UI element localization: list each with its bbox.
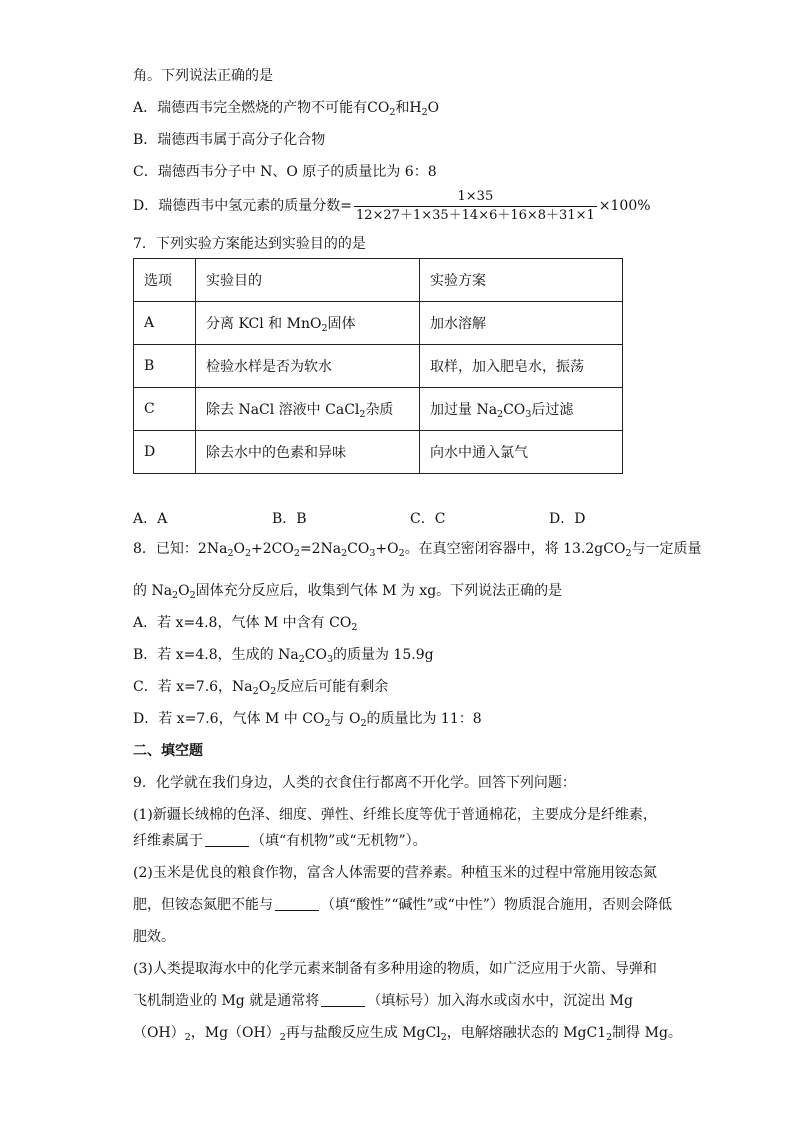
q9-stem: 9．化学就在我们身边，人类的衣食住行都离不开化学。回答下列问题： xyxy=(133,775,576,791)
q9-part1-line1: (1)新疆长绒棉的色泽、细度、弹性、纤维长度等优于普通棉花，主要成分是纤维素， xyxy=(133,807,657,823)
table-cell-plan: 加水溶解 xyxy=(420,302,623,345)
table-cell-plan: 向水中通入氯气 xyxy=(420,431,623,474)
table-cell-option: A xyxy=(134,302,196,345)
q8-stem-line2: 的 $Na_2O_2$固体充分反应后，收集到气体 M 为 xg。下列说法正确的是 xyxy=(133,583,563,601)
table-cell-option: C xyxy=(134,388,196,431)
q6-option-d: D．瑞德西韦中氢元素的质量分数= $\frac{1\times 35}{12\times 27+1\times 35+14\times 6+16\times 8+31\times 1}$ ×100% xyxy=(133,188,651,223)
table-row xyxy=(134,388,623,431)
chemical-equation: $2Na_2O_2+2CO_2=2Na_2CO_3+O_2$ xyxy=(197,541,405,559)
q9-part2-line1: (2)玉米是优良的粮食作物，富含人体需要的营养素。种植玉米的过程中常施用铵态氮 xyxy=(133,865,657,881)
q9-part2-line3: 肥效。 xyxy=(133,929,175,945)
answer-blank[interactable] xyxy=(205,832,249,847)
table-row xyxy=(134,302,623,345)
table-header-cell: 实验方案 xyxy=(420,259,623,302)
q8-option-b: B．若 x=4.8，生成的 $Na_2CO_3$的质量为 15.9g xyxy=(133,647,434,665)
answer-blank[interactable] xyxy=(321,992,365,1007)
q8-option-a: A．若 x=4.8，气体 M 中含有 $CO_2$ xyxy=(133,615,358,633)
q9-part3-line3: $(OH)_2$，$Mg(OH)_2$再与盐酸反应生成 MgCl$_2$，电解熔融状态的 $MgC1_2$制得 Mg。 xyxy=(133,1025,682,1043)
table-cell-goal: 分离 KCl 和 MnO$_2$固体 xyxy=(196,302,420,345)
table-cell-plan: 取样，加入肥皂水，振荡 xyxy=(420,345,623,388)
answer-option-c: C．C xyxy=(410,511,446,527)
q6-option-b: B．瑞德西韦属于高分子化合物 xyxy=(133,132,326,148)
q7-stem: 7．下列实验方案能达到实验目的的是 xyxy=(133,236,366,252)
table-row xyxy=(134,345,623,388)
experiment-table xyxy=(133,258,623,474)
answer-option-a: A．A xyxy=(133,511,168,527)
q9-part1-line2: 纤维素属于 （填“有机物”或“无机物”）。 xyxy=(133,833,427,849)
table-cell-goal: 除去水中的色素和异味 xyxy=(196,431,420,474)
table-header-row xyxy=(134,259,623,302)
q8-option-c: C．若 x=7.6，$Na_2O_2$反应后可能有剩余 xyxy=(133,679,389,697)
q6-option-c: C．瑞德西韦分子中 N、O 原子的质量比为 6：8 xyxy=(133,164,437,180)
q8-option-d: D．若 x=7.6，气体 M 中 $CO_2$与 $O_2$的质量比为 11：8 xyxy=(133,711,482,729)
q9-part2-line2: 肥，但铵态氮肥不能与 （填“酸性”“碱性”或“中性”）物质混合施用，否则会降低 xyxy=(133,897,672,913)
table-row xyxy=(134,431,623,474)
q6-option-a: A．瑞德西韦完全燃烧的产物不可能有$CO_2$和$H_2O$ xyxy=(133,100,440,118)
table-header-cell: 实验目的 xyxy=(196,259,420,302)
q9-part3-line2: 飞机制造业的 Mg 就是通常将 （填标号）加入海水或卤水中，沉淀出 Mg xyxy=(133,993,633,1009)
section-heading: 二、填空题 xyxy=(133,743,203,759)
q8-stem-line1: 8．已知：$2Na_2O_2+2CO_2=2Na_2CO_3+O_2$。在真空密闭容器中，将 13.2gCO$_2$与一定质量 xyxy=(133,541,702,559)
table-cell-plan: 加过量 $Na_2CO_3$后过滤 xyxy=(420,388,623,431)
q9-part3-line1: (3)人类提取海水中的化学元素来制备有多种用途的物质，如广泛应用于火箭、导弹和 xyxy=(133,961,657,977)
q7-answer-options xyxy=(133,508,653,526)
table-header-cell: 选项 xyxy=(134,259,196,302)
answer-option-d: D．D xyxy=(549,511,586,527)
q6-stem-tail: 角。下列说法正确的是 xyxy=(133,68,273,84)
mass-fraction-formula: $\frac{1\times 35}{12\times 27+1\times 35+14\times 6+16\times 8+31\times 1}$ xyxy=(355,188,595,223)
answer-blank[interactable] xyxy=(275,896,319,911)
answer-option-b: B．B xyxy=(272,511,307,527)
table-cell-goal: 检验水样是否为软水 xyxy=(196,345,420,388)
table-cell-option: B xyxy=(134,345,196,388)
table-cell-goal: 除去 NaCl 溶液中 CaCl$_2$杂质 xyxy=(196,388,420,431)
table-cell-option: D xyxy=(134,431,196,474)
